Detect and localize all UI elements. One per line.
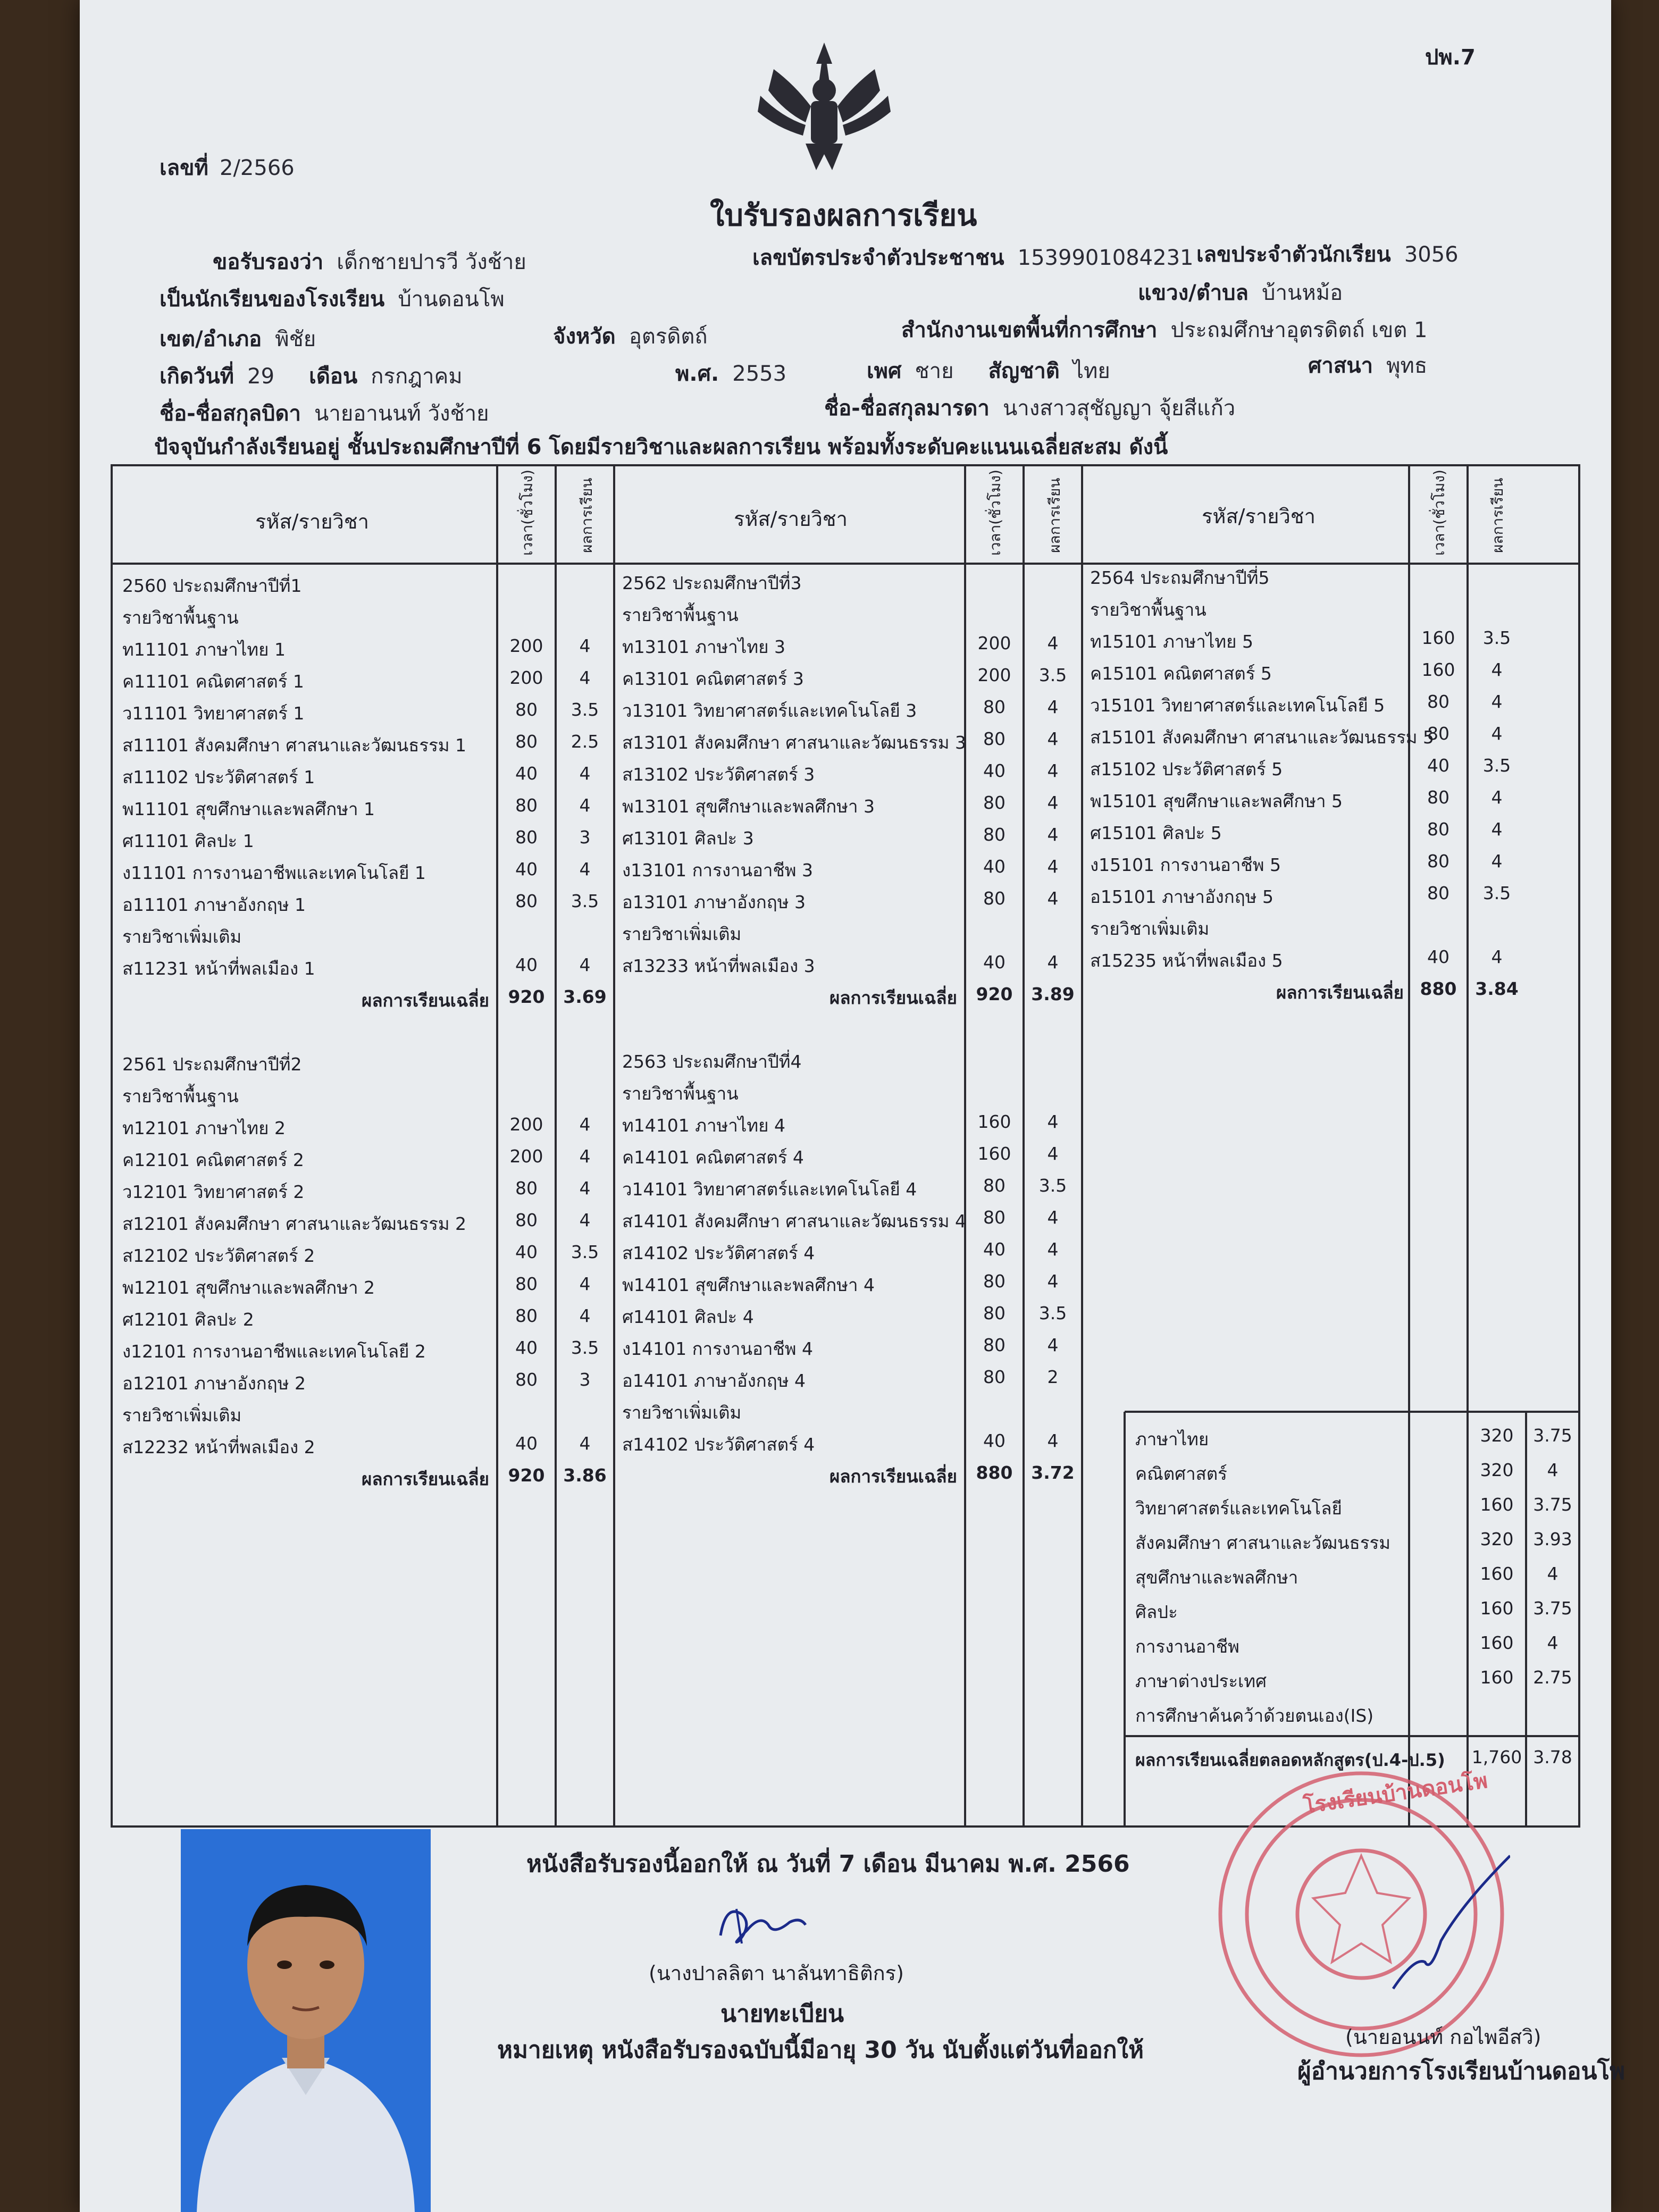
grade-value: 4 [1047,1430,1059,1451]
summary-hours: 160 [1480,1494,1514,1515]
grade-value: 3.5 [571,699,599,720]
father-label: ชื่อ-ชื่อสกุลบิดา [160,401,301,426]
subject-name: ส11231 หน้าที่พลเมือง 1 [122,958,315,979]
province-label: จังหวัด [553,324,616,349]
section-heading: รายวิชาพื้นฐาน [122,1086,239,1107]
student-id-label: เลขประจำตัวนักเรียน [1196,242,1391,267]
hours-value: 160 [977,1111,1011,1132]
hours-value: 80 [983,728,1006,749]
subject-name: ส15235 หน้าที่พลเมือง 5 [1090,950,1283,971]
sex-label: เพศ [867,359,902,383]
hours-value: 920 [976,984,1013,1004]
grade-value: 3.5 [1038,1175,1067,1196]
stamp-text: โรงเรียนบ้านดอนโพ [1302,1768,1489,1819]
validity-note: หมายเหตุ หนังสือรับรองฉบับนี้มีอายุ 30 วัน นับตั้งแต่วันที่ออกให้ [497,2037,1144,2064]
grade-value: 4 [1047,824,1059,845]
hours-value: 40 [515,763,538,784]
section-heading: 2563 ประถมศึกษาปีที่4 [622,1051,802,1072]
summary-grade: 2.75 [1533,1667,1572,1688]
school-row [160,282,505,316]
subject-name: ง11101 การงานอาชีพและเทคโนโลยี 1 [122,862,426,883]
subject-name: ส12102 ประวัติศาสตร์ 2 [122,1245,315,1266]
grade-value: 4 [1491,787,1503,808]
district: พิชัย [275,327,316,351]
registrar-title: นายทะเบียน [720,2000,844,2027]
summary-grade: 4 [1547,1460,1559,1480]
summary-hours: 320 [1480,1529,1514,1549]
hours-value: 80 [983,1175,1006,1196]
hours-value: 160 [1421,659,1455,680]
doc-number [160,150,295,185]
grade-value: 4 [1047,760,1059,781]
subject-name: ศ12101 ศิลปะ 2 [122,1309,254,1330]
subject-name: ส15101 สังคมศึกษา ศาสนาและวัฒนธรรม 5 [1090,727,1435,748]
term-average-label: ผลการเรียนเฉลี่ย [361,1469,489,1489]
section-heading: รายวิชาเพิ่มเติม [622,1402,742,1423]
subject-name: ศ13101 ศิลปะ 3 [622,828,754,849]
header-subject-2: รหัส/รายวิชา [734,507,848,531]
district-row [160,322,316,356]
summary-grade: 3.75 [1533,1494,1572,1515]
header-hours-1: เวลา(ชั่วโมง) [518,470,536,556]
hours-value: 80 [983,1367,1006,1387]
subject-name: ศ14101 ศิลปะ 4 [622,1306,754,1327]
grade-value: 3.89 [1031,984,1075,1004]
subject-name: ค14101 คณิตศาสตร์ 4 [622,1147,804,1168]
subject-name: อ14101 ภาษาอังกฤษ 4 [622,1370,806,1391]
summary-hours: 160 [1480,1632,1514,1653]
subject-name: ส13102 ประวัติศาสตร์ 3 [622,764,815,785]
subject-name: ว12101 วิทยาศาสตร์ 2 [122,1182,305,1202]
grade-value: 4 [1047,792,1059,813]
grade-value: 4 [579,1273,591,1294]
subject-name: ส15102 ประวัติศาสตร์ 5 [1090,759,1283,780]
subject-name: ง13101 การงานอาชีพ 3 [622,860,814,881]
grade-value: 4 [1491,946,1503,967]
mother-name: นางสาวสุชัญญา จุ้ยสีแก้ว [1002,396,1236,421]
sex: ชาย [915,359,954,383]
hours-value: 200 [977,633,1011,653]
grade-value: 2.5 [571,731,599,752]
section-heading: รายวิชาเพิ่มเติม [622,924,742,944]
birth-day-label: เกิดวันที่ [160,364,234,389]
hours-value: 80 [983,1303,1006,1323]
birth-year-label: พ.ศ. [675,362,719,386]
grade-value: 4 [1047,1207,1059,1228]
section-heading: รายวิชาเพิ่มเติม [122,1405,242,1426]
birth-day: 29 [247,364,275,389]
subject-name: ว13101 วิทยาศาสตร์และเทคโนโลยี 3 [622,700,917,721]
student-id-row [1196,237,1459,271]
overall-grade: 3.78 [1533,1747,1572,1767]
term-average-label: ผลการเรียนเฉลี่ย [829,1466,957,1487]
summary-subject-group: การงานอาชีพ [1135,1636,1239,1657]
grade-value: 4 [579,667,591,688]
section-heading: 2562 ประถมศึกษาปีที่3 [622,573,802,593]
header-subject-3: รหัส/รายวิชา [1202,505,1316,528]
province: อุตรดิตถ์ [629,324,708,349]
grade-value: 4 [579,859,591,879]
hours-value: 200 [509,1146,543,1167]
grade-value: 4 [579,795,591,816]
subject-name: ค13101 คณิตศาสตร์ 3 [622,668,804,689]
grade-value: 4 [1047,633,1059,653]
enrollment-statement: ปัจจุบันกำลังเรียนอยู่ ชั้นประถมศึกษาปีที่ 6 โดยมีรายวิชาและผลการเรียน พร้อมทั้งระดับคะแนนเฉลี่ยสะสม ดังนี้ [154,435,1168,459]
summary-grade: 3.75 [1533,1598,1572,1619]
hours-value: 80 [515,1178,538,1199]
grade-value: 4 [579,1146,591,1167]
religion-label: ศาสนา [1308,354,1373,378]
subdistrict-label: แขวง/ตำบล [1138,281,1249,305]
nationality-label: สัญชาติ [988,359,1060,383]
header-subject-1: รหัส/รายวิชา [255,510,369,533]
grade-value: 3.5 [1482,755,1511,776]
birth-year-row [675,356,786,390]
subject-name: ง15101 การงานอาชีพ 5 [1090,854,1281,875]
grade-value: 4 [1491,659,1503,680]
hours-value: 40 [515,954,538,975]
nationality: ไทย [1073,359,1110,383]
father-name: นายอานนท์ วังช้าย [314,401,489,426]
hours-value: 200 [509,635,543,656]
subject-name: ท13101 ภาษาไทย 3 [622,636,785,657]
subject-name: ว11101 วิทยาศาสตร์ 1 [122,703,305,724]
summary-subject-group: ศิลปะ [1135,1602,1178,1622]
section-heading: รายวิชาพื้นฐาน [622,1083,739,1104]
summary-subject-group: สังคมศึกษา ศาสนาและวัฒนธรรม [1135,1532,1390,1553]
summary-subject-group: วิทยาศาสตร์และเทคโนโลยี [1135,1498,1342,1519]
subject-name: อ11101 ภาษาอังกฤษ 1 [122,894,306,915]
grade-value: 3 [579,1369,591,1390]
hours-value: 80 [1427,851,1449,872]
grade-value: 3.86 [563,1465,607,1486]
subject-name: ส11102 ประวัติศาสตร์ 1 [122,767,315,787]
grade-value: 4 [579,1210,591,1230]
mother-label: ชื่อ-ชื่อสกุลมารดา [824,396,990,421]
hours-value: 80 [1427,723,1449,744]
father-row [160,396,489,430]
grade-value: 3.5 [1482,627,1511,648]
subject-name: อ12101 ภาษาอังกฤษ 2 [122,1373,306,1394]
grade-value: 3.72 [1031,1462,1075,1483]
subdistrict-row [1138,275,1343,309]
registrar-name: (นางปาลลิตา นาลันทาธิติกร) [649,1962,904,1985]
birth-month: กรกฎาคม [371,364,463,389]
hours-value: 40 [515,1337,538,1358]
hours-value: 40 [1427,946,1449,967]
grade-value: 4 [579,635,591,656]
subject-name: ส13101 สังคมศึกษา ศาสนาและวัฒนธรรม 3 [622,732,967,753]
subject-name: ท11101 ภาษาไทย 1 [122,639,286,660]
grade-value: 4 [1047,888,1059,909]
hours-value: 80 [515,795,538,816]
subject-name: ว14101 วิทยาศาสตร์และเทคโนโลยี 4 [622,1179,917,1200]
grade-value: 4 [579,763,591,784]
student-name-row [213,245,526,279]
subject-name: พ14101 สุขศึกษาและพลศึกษา 4 [622,1275,875,1295]
hours-value: 880 [976,1462,1013,1483]
hours-value: 80 [515,891,538,911]
hours-value: 80 [983,792,1006,813]
section-heading: รายวิชาพื้นฐาน [622,605,739,625]
hours-value: 40 [983,1430,1006,1451]
hours-value: 80 [983,1207,1006,1228]
student-id: 3056 [1404,242,1459,267]
grade-value: 4 [579,1433,591,1454]
subject-name: ท15101 ภาษาไทย 5 [1090,631,1253,652]
hours-value: 200 [977,665,1011,685]
subdistrict: บ้านหม้อ [1262,281,1343,305]
hours-value: 80 [515,1273,538,1294]
director-title: ผู้อำนวยการโรงเรียนบ้านดอนโพ [1297,2058,1626,2085]
id-card-label: เลขบัตรประจำตัวประชาชน [752,246,1004,270]
school-label: เป็นนักเรียนของโรงเรียน [160,287,385,312]
area-office: ประถมศึกษาอุตรดิตถ์ เขต 1 [1170,318,1428,342]
subject-name: ส12232 หน้าที่พลเมือง 2 [122,1437,315,1457]
subject-name: พ13101 สุขศึกษาและพลศึกษา 3 [622,796,875,817]
grade-value: 3.5 [1038,665,1067,685]
subject-name: ส12101 สังคมศึกษา ศาสนาและวัฒนธรรม 2 [122,1213,467,1234]
header-hours-2: เวลา(ชั่วโมง) [986,470,1004,556]
hours-value: 80 [1427,691,1449,712]
religion: พุทธ [1386,354,1428,378]
subject-name: ท12101 ภาษาไทย 2 [122,1118,286,1138]
summary-grade: 3.93 [1533,1529,1572,1549]
hours-value: 80 [1427,787,1449,808]
grade-value: 4 [579,954,591,975]
hours-value: 80 [515,827,538,848]
summary-subject-group: คณิตศาสตร์ [1135,1463,1227,1484]
subject-name: ท14101 ภาษาไทย 4 [622,1115,785,1136]
grade-value: 4 [1047,1271,1059,1292]
summary-grade: 4 [1547,1632,1559,1653]
subject-name: ส11101 สังคมศึกษา ศาสนาและวัฒนธรรม 1 [122,735,467,756]
grade-value: 4 [1491,691,1503,712]
section-heading: รายวิชาพื้นฐาน [122,607,239,628]
grade-value: 4 [579,1178,591,1199]
hours-value: 40 [1427,755,1449,776]
religion-row [1308,348,1427,382]
subject-name: อ13101 ภาษาอังกฤษ 3 [622,892,806,912]
summary-hours: 160 [1480,1598,1514,1619]
grade-value: 4 [579,1114,591,1135]
subject-name: ง12101 การงานอาชีพและเทคโนโลยี 2 [122,1341,426,1362]
doc-number-label: เลขที่ [160,156,208,180]
grade-value: 2 [1047,1367,1059,1387]
hours-value: 40 [983,952,1006,973]
section-heading: 2561 ประถมศึกษาปีที่2 [122,1054,302,1075]
summary-hours: 320 [1480,1425,1514,1446]
grade-value: 3.5 [571,891,599,911]
sex-row [867,354,1110,388]
subject-name: ส13233 หน้าที่พลเมือง 3 [622,956,815,976]
term-average-label: ผลการเรียนเฉลี่ย [361,990,489,1011]
hours-value: 80 [515,1210,538,1230]
section-heading: รายวิชาพื้นฐาน [1090,599,1206,620]
area-office-label: สำนักงานเขตพื้นที่การศึกษา [901,318,1158,342]
grade-value: 4 [1047,1335,1059,1355]
header-hours-3: เวลา(ชั่วโมง) [1430,470,1448,556]
subject-name: ส14102 ประวัติศาสตร์ 4 [622,1243,815,1263]
form-code: ปพ.7 [1425,45,1476,70]
grade-value: 4 [1047,728,1059,749]
summary-subject-group: ภาษาต่างประเทศ [1135,1671,1267,1691]
subject-name: พ11101 สุขศึกษาและพลศึกษา 1 [122,799,375,819]
subject-name: ง14101 การงานอาชีพ 4 [622,1338,814,1359]
subject-name: ค15101 คณิตศาสตร์ 5 [1090,663,1272,684]
grade-value: 4 [1047,1239,1059,1260]
issue-statement: หนังสือรับรองนี้ออกให้ ณ วันที่ 7 เดือน มีนาคม พ.ศ. 2566 [526,1850,1130,1878]
term-average-label: ผลการเรียนเฉลี่ย [829,987,957,1008]
subject-name: ว15101 วิทยาศาสตร์และเทคโนโลยี 5 [1090,695,1385,716]
subject-name: ส14102 ประวัติศาสตร์ 4 [622,1434,815,1455]
header-grade-3: ผลการเรียน [1489,477,1506,553]
hours-value: 80 [1427,883,1449,903]
summary-hours: 320 [1480,1460,1514,1480]
section-heading: 2560 ประถมศึกษาปีที่1 [122,575,302,596]
hours-value: 160 [1421,627,1455,648]
hours-value: 80 [515,1305,538,1326]
hours-value: 200 [509,1114,543,1135]
header-grade-1: ผลการเรียน [578,477,596,553]
subject-name: ศ11101 ศิลปะ 1 [122,831,254,851]
section-heading: รายวิชาเพิ่มเติม [122,926,242,947]
hours-value: 80 [515,731,538,752]
hours-value: 80 [515,699,538,720]
summary-hours: 160 [1480,1667,1514,1688]
registrar-signature [710,1893,811,1951]
grade-value: 4 [1047,1111,1059,1132]
hours-value: 40 [983,856,1006,877]
grade-value: 3 [579,827,591,848]
term-average-label: ผลการเรียนเฉลี่ย [1276,982,1404,1003]
page-title: ใบรับรองผลการเรียน [710,198,977,233]
id-card-row [752,240,1193,274]
grade-value: 3.5 [1038,1303,1067,1323]
hours-value: 80 [1427,819,1449,840]
certify-label: ขอรับรองว่า [213,250,324,274]
birth-month-label: เดือน [309,364,358,389]
summary-subject-group: สุขศึกษาและพลศึกษา [1135,1567,1298,1588]
id-card-number: 1539901084231 [1017,246,1194,270]
mother-row [824,391,1235,425]
area-office-row [901,313,1427,347]
summary-grade: 4 [1547,1563,1559,1584]
section-heading: 2564 ประถมศึกษาปีที่5 [1090,567,1270,588]
grade-value: 4 [1491,819,1503,840]
subject-name: ศ15101 ศิลปะ 5 [1090,823,1222,843]
birth-year: 2553 [732,362,787,386]
hours-value: 80 [983,824,1006,845]
hours-value: 40 [983,1239,1006,1260]
garuda-emblem [752,32,896,175]
grade-value: 3.5 [571,1242,599,1262]
summary-grade: 3.75 [1533,1425,1572,1446]
summary-hours: 160 [1480,1563,1514,1584]
hours-value: 880 [1420,978,1457,999]
hours-value: 40 [983,760,1006,781]
hours-value: 200 [509,667,543,688]
hours-value: 920 [508,1465,545,1486]
subject-name: ค12101 คณิตศาสตร์ 2 [122,1150,304,1170]
subject-name: ค11101 คณิตศาสตร์ 1 [122,671,304,692]
hours-value: 40 [515,1433,538,1454]
birth-row [160,359,463,393]
hours-value: 160 [977,1143,1011,1164]
hours-value: 80 [983,888,1006,909]
subject-name: ส14101 สังคมศึกษา ศาสนาและวัฒนธรรม 4 [622,1211,967,1231]
hours-value: 80 [515,1369,538,1390]
grade-value: 4 [579,1305,591,1326]
district-label: เขต/อำเภอ [160,327,262,351]
student-photo [181,1829,431,2212]
overall-label: ผลการเรียนเฉลี่ยตลอดหลักสูตร(ป.4-ป.5) [1135,1750,1445,1770]
subject-name: อ15101 ภาษาอังกฤษ 5 [1090,886,1273,907]
hours-value: 40 [515,859,538,879]
subject-name: พ15101 สุขศึกษาและพลศึกษา 5 [1090,791,1343,811]
summary-subject-group: การศึกษาค้นคว้าด้วยตนเอง(IS) [1135,1705,1374,1726]
doc-number-value: 2/2566 [220,156,295,180]
grade-value: 4 [1047,952,1059,973]
summary-subject-group: ภาษาไทย [1135,1429,1209,1449]
province-row [553,319,708,353]
hours-value: 40 [515,1242,538,1262]
hours-value: 80 [983,697,1006,717]
grade-value: 4 [1047,697,1059,717]
subject-name: พ12101 สุขศึกษาและพลศึกษา 2 [122,1277,375,1298]
header-grade-2: ผลการเรียน [1046,477,1063,553]
grade-value: 4 [1491,851,1503,872]
hours-value: 80 [983,1271,1006,1292]
grade-value: 4 [1491,723,1503,744]
grade-value: 4 [1047,1143,1059,1164]
grade-value: 4 [1047,856,1059,877]
hours-value: 80 [983,1335,1006,1355]
certificate-paper [80,0,1626,2212]
hours-value: 920 [508,986,545,1007]
school-name: บ้านดอนโพ [398,287,505,312]
overall-hours: 1,760 [1471,1747,1522,1767]
director-name: (นายอนนท์ กอไพอีสวิ) [1345,2025,1541,2049]
section-heading: รายวิชาเพิ่มเติม [1090,918,1210,939]
grade-value: 3.84 [1475,978,1519,999]
student-name: เด็กชายปารวี วังช้าย [337,250,526,274]
grade-value: 3.5 [1482,883,1511,903]
grade-value: 3.5 [571,1337,599,1358]
grade-value: 3.69 [563,986,607,1007]
